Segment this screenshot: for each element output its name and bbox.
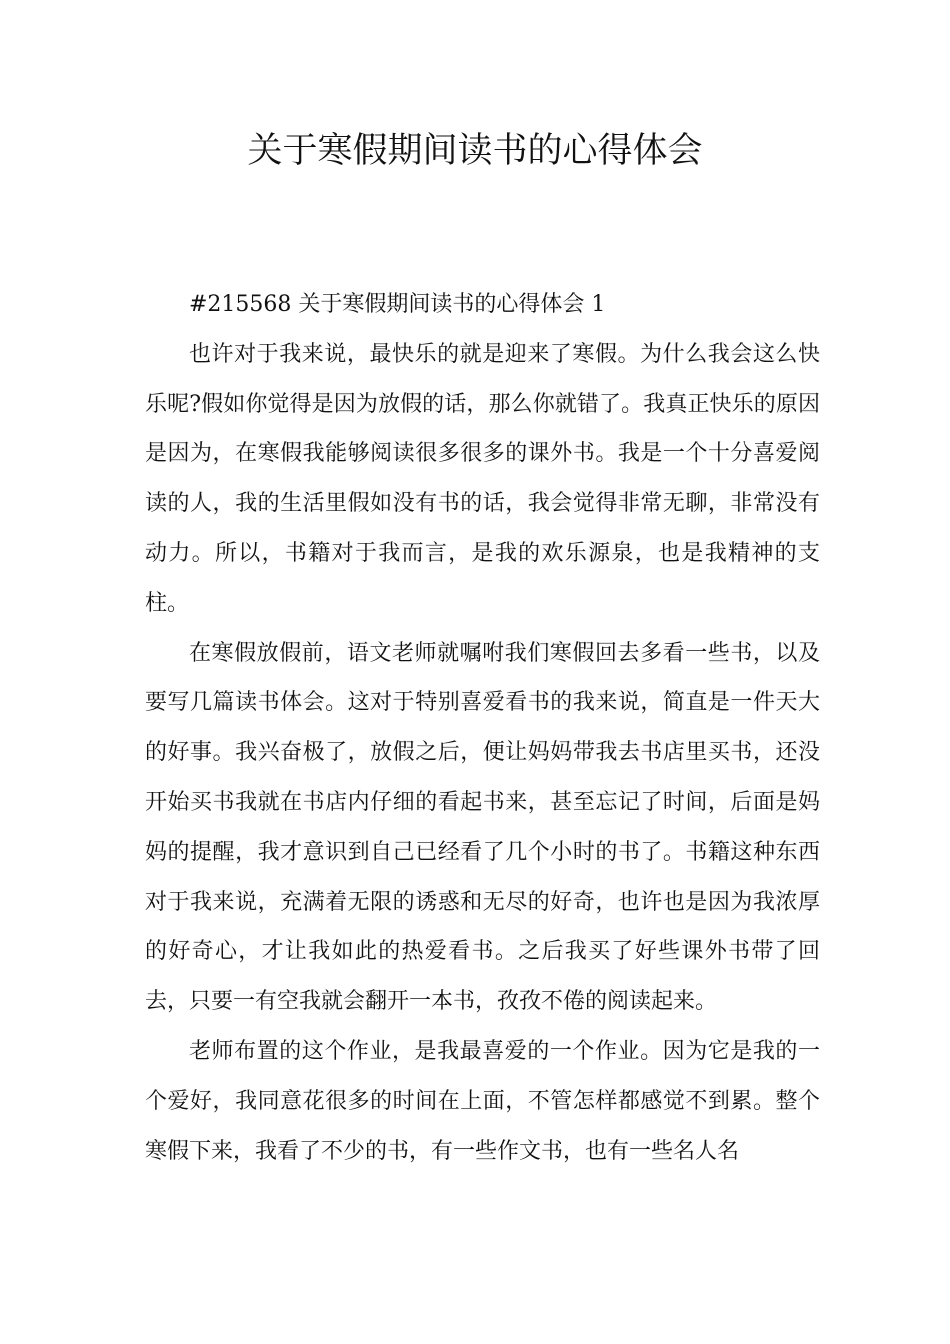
paragraph-3: 老师布置的这个作业，是我最喜爱的一个作业。因为它是我的一个爱好，我同意花很多的时间在上面，不管怎样都感觉不到累。整个寒假下来，我看了不少的书，有一些作文书，也有一些名人名: [145, 1038, 820, 1164]
paragraph-1: 也许对于我来说，最快乐的就是迎来了寒假。为什么我会这么快乐呢?假如你觉得是因为放假的话，那么你就错了。我真正快乐的原因是因为，在寒假我能够阅读很多很多的课外书。我是一个十分喜爱阅读的人，我的生活里假如没有书的话，我会觉得非常无聊，非常没有动力。所以，书籍对于我而言，是我的欢乐源泉，也是我精神的支柱。: [145, 341, 820, 616]
paragraph-2: 在寒假放假前，语文老师就嘱咐我们寒假回去多看一些书，以及要写几篇读书体会。这对于特别喜爱看书的我来说，简直是一件天大的好事。我兴奋极了，放假之后，便让妈妈带我去书店里买书，还没开始买书我就在书店内仔细的看起书来，甚至忘记了时间，后面是妈妈的提醒，我才意识到自己已经看了几个小时的书了。书籍这种东西对于我来说，充满着无限的诱惑和无尽的好奇，也许也是因为我浓厚的好奇心，才让我如此的热爱看书。之后我买了好些课外书带了回去，只要一有空我就会翻开一本书，孜孜不倦的阅读起来。: [145, 640, 820, 1015]
document-body: [145, 280, 820, 1176]
document-title: 关于寒假期间读书的心得体会: [247, 131, 703, 171]
document-subheading: #215568 关于寒假期间读书的心得体会 1: [189, 292, 606, 317]
